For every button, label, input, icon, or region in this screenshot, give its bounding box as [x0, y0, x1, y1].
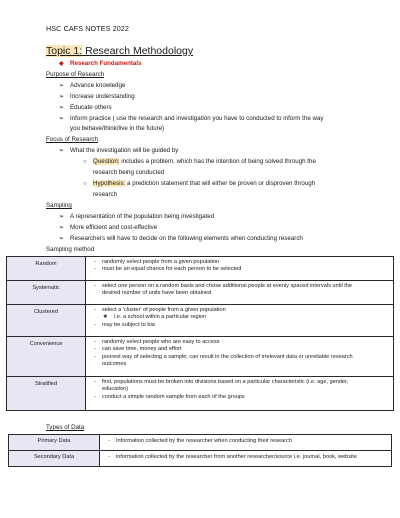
table-row — [7, 337, 394, 377]
purpose-item: ➢ Educate others — [59, 104, 112, 111]
subheading-row — [59, 60, 142, 68]
focus-question-continued: research being conducted — [93, 169, 165, 176]
method-label-cell: Random — [7, 257, 86, 281]
method-description-cell: - select one person on a random basis and chose additional people at evenly spaced intervals until the desired number of units have been obtained — [86, 281, 394, 305]
arrow-bullet-icon: ➢ — [59, 236, 65, 242]
document-header: HSC CAFS NOTES 2022 — [46, 24, 129, 33]
sampling-heading: Sampling — [46, 202, 72, 209]
method-description-cell: - randomly select people from a given population - must be an equal chance for each person to be selected — [86, 257, 394, 281]
table-row — [7, 305, 394, 337]
method-description-cell: - first, populations must be broken into divisions based on a particular characteristic (i.e. age, gender, education) - conduct a simple random sample from each of the groups — [86, 377, 394, 411]
method-description-cell: - select a 'cluster' of people from a given population ★ i.e. a school within a particular region - may be subject to bia — [86, 305, 394, 337]
data-types-table — [8, 434, 392, 467]
sampling-item: ➢ A representation of the population being investigated — [59, 213, 215, 220]
question-label: Question: — [93, 158, 120, 165]
table-row — [7, 257, 394, 281]
table-row — [9, 451, 392, 467]
sampling-item: ➢ More efficient and cost-effective — [59, 224, 158, 231]
method-label-cell: Systematic — [7, 281, 86, 305]
data-type-description-cell: - information collected by the researcher from another researcher/source i.e. journal, book, website — [100, 451, 392, 467]
topic-title — [46, 45, 193, 57]
arrow-bullet-icon: ➢ — [59, 94, 65, 100]
arrow-bullet-icon: ➢ — [59, 83, 65, 89]
sampling-method-label: Sampling method — [46, 246, 95, 253]
data-type-label-cell: Primary Data — [9, 435, 100, 451]
data-type-description-cell: - Information collected by the researcher when conducting their research — [100, 435, 392, 451]
topic-name: Research Methodology — [82, 45, 194, 57]
method-label-cell: Clustered — [7, 305, 86, 337]
arrow-bullet-icon: ➢ — [59, 105, 65, 111]
focus-hypothesis: ○ Hypothesis: a prediction statement that will either be proven or disproven through — [83, 180, 316, 187]
focus-heading: Focus of Research — [46, 136, 98, 143]
diamond-bullet-icon: ◆ — [59, 61, 64, 67]
table-row — [7, 377, 394, 411]
circle-bullet-icon: ○ — [83, 159, 87, 165]
arrow-bullet-icon: ➢ — [59, 148, 65, 154]
table-row — [9, 435, 392, 451]
hypothesis-label: Hypothesis: — [93, 180, 126, 187]
method-label-cell: Stratified — [7, 377, 86, 411]
purpose-item: ➢ Increase understanding — [59, 93, 135, 100]
focus-hypothesis-continued: research — [93, 191, 118, 198]
focus-intro: ➢ What the investigation will be guided by — [59, 147, 179, 154]
method-label-cell: Convenience — [7, 337, 86, 377]
star-icon: ★ — [102, 314, 108, 321]
topic-label: Topic 1: — [46, 45, 83, 57]
arrow-bullet-icon: ➢ — [59, 225, 65, 231]
focus-question: ○ Question: includes a problem, which has the intention of being solved through the — [83, 158, 316, 165]
sampling-methods-table — [6, 256, 394, 411]
sampling-item: ➢ Researchers will have to decide on the following elements when conducting research — [59, 235, 303, 242]
circle-bullet-icon: ○ — [83, 181, 87, 187]
method-description-cell: - randomly select people who are easy to access - can save time, money and effort - poorest way of selecting a sample; can result in the collection of irrelevant data or unreliable research outcomes — [86, 337, 394, 377]
table-row — [7, 281, 394, 305]
data-types-heading: Types of Data — [46, 424, 85, 431]
arrow-bullet-icon: ➢ — [59, 116, 65, 122]
purpose-item-continued: you behave/think/live in the future) — [70, 125, 165, 132]
purpose-heading: Purpose of Research — [46, 71, 105, 78]
subheading: Research Fundamentals — [70, 60, 142, 67]
purpose-item: ➢ Advance knowledge — [59, 82, 126, 89]
purpose-item: ➢ Inform practice ( use the research and investigation you have to conducted to inform the way — [59, 115, 324, 122]
arrow-bullet-icon: ➢ — [59, 214, 65, 220]
data-type-label-cell: Secondary Data — [9, 451, 100, 467]
